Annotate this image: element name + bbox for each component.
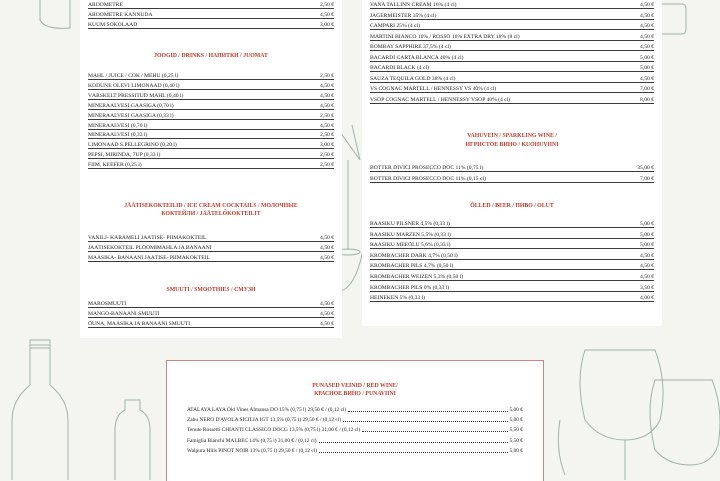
- menu-item-name: Walpura Hills PINOT NOIR 13% (0,75 l) 29,50 € / (0,12 cl): [187, 447, 318, 454]
- menu-item-price: 2,50 €: [320, 2, 334, 8]
- wine-heading-1: PUNASED VEINID / RED WINE/: [312, 383, 398, 389]
- menu-item-price: 5,00 €: [640, 242, 654, 249]
- smoothie-heading: SMUUTI / SMOOTHIES / СМУЗИ: [166, 287, 256, 293]
- menu-item: [187, 424, 523, 433]
- menu-item-name: Zabu NERO D'AVOLA SICILIA IGT 13,5% (0,75 l) 29,50 € / (0,12 cl): [187, 417, 342, 424]
- menu-item-price: 4,50 €: [320, 102, 334, 109]
- menu-item-name: VS COGNAC MARTELL / HENNESSY VS 40% (4 cl): [370, 86, 497, 92]
- menu-item-name: KROMBACHER PILS 4,7% (0,50 l): [370, 263, 454, 270]
- menu-item-name: MARTINI BIANCO 16% / ROSSO 16% EXTRA DRY 18% (8 cl): [370, 33, 520, 40]
- menu-item-price: 4,50 €: [320, 311, 334, 318]
- menu-item-name: ÕUNA, MAASIKA JA BANAANI SMUUTI: [88, 321, 191, 328]
- menu-item: [370, 52, 654, 62]
- menu-item-price: 4,50 €: [320, 92, 334, 99]
- menu-item: [370, 239, 654, 249]
- menu-item-price: 4,50 €: [320, 321, 334, 328]
- menu-item-name: LIMONAAD S.PELLEGRINO (0,20 l): [88, 142, 177, 149]
- menu-item-name: BOMBAY SAPPHIRE 37,5% (4 cl): [370, 44, 451, 50]
- right-menu-panel: [362, 0, 662, 326]
- menu-item: [370, 260, 654, 270]
- menu-item: [370, 0, 654, 9]
- menu-item-name: VANA TALLINN CREAM 16% (4 cl): [370, 2, 457, 8]
- menu-item: [88, 110, 334, 120]
- leader-dots: [348, 411, 507, 412]
- menu-item-name: MAHL / JUICE / СОК / MEHU (0,25 l): [88, 73, 179, 79]
- leader-dots: [319, 442, 508, 443]
- menu-item: [370, 73, 654, 83]
- sparkling-heading-2: ИГРИСТОЕ ВИНО / KUOHUVIINI: [465, 142, 559, 148]
- menu-item: [370, 250, 654, 260]
- menu-item-price: 3,00 €: [320, 142, 334, 149]
- menu-item: [88, 0, 334, 9]
- menu-item-price: 2,50 €: [320, 152, 334, 159]
- menu-item-name: KROMBACHER PILS 0% (0,33 l): [370, 284, 450, 291]
- menu-item-price: 5,00 €: [509, 447, 523, 454]
- menu-item-name: BACARDI BLACK (4 cl): [370, 65, 429, 71]
- menu-item: [88, 70, 334, 80]
- menu-item: [370, 292, 654, 302]
- menu-item-price: 7,00 €: [640, 175, 654, 182]
- menu-item-price: 4,50 €: [640, 274, 654, 280]
- menu-item-name: AROOMETRE: [88, 2, 123, 8]
- juice-heading: JOOGID / DRINKS / НАПИТКИ / JUOMAT: [154, 53, 268, 59]
- menu-item-name: HEINEKEN 5% (0,33 l): [370, 295, 425, 302]
- menu-item-price: 4,50 €: [320, 12, 334, 19]
- menu-item-name: AROOMETRE KANNUDA: [88, 12, 153, 19]
- menu-item-price: 5,50 €: [509, 437, 523, 444]
- menu-item-name: MINERAALVESI GAASIGA (0,33 l): [88, 112, 174, 119]
- menu-item-price: 4,50 €: [640, 2, 654, 8]
- menu-item: [88, 159, 334, 169]
- menu-item: [88, 242, 334, 252]
- wine-heading-2: КРАСНОЕ ВИНО / PUNAVIINI: [314, 391, 396, 397]
- menu-item-price: 7,00 €: [640, 86, 654, 92]
- menu-item-price: 2,50 €: [320, 132, 334, 139]
- menu-item-name: ATALAYA LAYA Old Vines Almansa DO 15% (0,75 l) 29,50 € / (0,12 cl): [187, 407, 347, 413]
- beer-heading: ÕLLED / BEER / ПИВО / OLUT: [470, 203, 554, 209]
- menu-item: [370, 20, 654, 30]
- menu-item: [370, 41, 654, 51]
- menu-item: [187, 435, 523, 444]
- menu-item: [370, 173, 654, 183]
- menu-item: [88, 90, 334, 100]
- menu-item: [370, 271, 654, 281]
- menu-item-name: KROMBACHER DARK 4,7% (0,50 l): [370, 252, 458, 259]
- menu-item: [370, 162, 654, 172]
- menu-item-name: RAASIKU MÄRZEN 5,5% (0,33 l): [370, 231, 451, 238]
- menu-item-name: JÄGERMEISTER 35% (4 cl): [370, 12, 437, 19]
- menu-item-name: Tenute Rossetti CHIANTI CLASSICO DOCG 13,5% (0,75 l) 31,00 € / (0,12 cl): [187, 427, 361, 434]
- menu-item-name: JÄÄTISEKOKTEIL PLOOMIMAHLA JA BANAANI: [88, 245, 212, 252]
- menu-item-price: 3,50 €: [640, 284, 654, 291]
- icecream-heading-2: КОКТЕЙЛИ / JÄÄTELÖKOKTEILIT: [161, 211, 261, 217]
- menu-item-name: VANILJ- KARAMELI JÄÄTISE- PIIMAKOKTEIL: [88, 235, 207, 241]
- menu-item-name: CAMPARI 25% (4 cl): [370, 23, 420, 29]
- menu-item: [370, 229, 654, 239]
- menu-item-price: 4,50 €: [320, 82, 334, 89]
- menu-item-price: 8,00 €: [640, 96, 654, 103]
- menu-item: [187, 404, 523, 413]
- leader-dots: [362, 431, 507, 432]
- menu-item-price: 5,00 €: [640, 65, 654, 71]
- menu-item: [187, 445, 523, 454]
- menu-item-name: RAASIKU MEEÕLU 5,6% (0,33 l): [370, 242, 451, 249]
- menu-item-name: BOTTER DIVICI PROSECCO DOC 11% (0,75 l): [370, 165, 484, 171]
- leader-dots: [319, 452, 507, 453]
- menu-item-name: VÄRSKELT PRESSITUD MAHL (0,40 l): [88, 92, 184, 99]
- menu-item-price: 5,00 €: [640, 54, 654, 61]
- menu-item: [370, 282, 654, 292]
- menu-item: [370, 218, 654, 228]
- menu-item-name: MANGO-BANAANI SMUUTI: [88, 311, 160, 318]
- menu-item-name: FIIM, KEEFER (0,25 l): [88, 162, 142, 169]
- sparkling-heading-1: VAHUVEIN / SPARKLING WINE /: [467, 133, 557, 139]
- menu-item-price: 4,50 €: [320, 235, 334, 241]
- menu-item-name: PEPSI, MIRINDA, 7UP (0,33 l): [88, 152, 161, 159]
- menu-item-price: 3,00 €: [320, 22, 334, 29]
- icecream-heading-1: JÄÄTISEKOKTEILID / ICE CREAM COCKTAILS / МОЛОЧНЫЕ: [124, 203, 298, 209]
- menu-item: [187, 414, 523, 423]
- menu-item-name: MINERAALVESI (0,33 l): [88, 132, 148, 139]
- menu-item: [370, 62, 654, 72]
- menu-item-name: MAROSMUUTI: [88, 301, 127, 307]
- menu-item-price: 5,00 €: [509, 417, 523, 424]
- menu-item-name: BOTTER DIVICI PROSECCO DOC 11% (0,15 cl): [370, 175, 486, 182]
- menu-item-price: 4,50 €: [640, 44, 654, 50]
- menu-item-price: 4,00 €: [640, 295, 654, 302]
- menu-item: [370, 83, 654, 93]
- menu-item-name: MINERAALVESI GAASIGA (0,70 l): [88, 102, 174, 109]
- menu-item-name: KUUM ŠOKOLAAD: [88, 22, 138, 29]
- menu-item-name: BACARDI CARTA BLANCA 40% (4 cl): [370, 54, 464, 61]
- menu-item-price: 35,00 €: [637, 165, 654, 171]
- menu-item: [88, 298, 334, 308]
- menu-item-price: 4,50 €: [640, 252, 654, 259]
- menu-item-price: 4,50 €: [320, 122, 334, 129]
- menu-item: [88, 80, 334, 90]
- menu-item-name: VSOP COGNAC MARTELL / HENNESSY VSOP 40% (4 cl): [370, 96, 511, 103]
- menu-item: [370, 94, 654, 104]
- menu-item-name: MINERAALVESI (0,70 l): [88, 122, 148, 129]
- leader-dots: [343, 421, 507, 422]
- menu-item: [88, 149, 334, 159]
- menu-item-name: SAUZA TEQUILA GOLD 38% (4 cl): [370, 75, 456, 82]
- menu-item: [88, 252, 334, 262]
- menu-item-price: 2,50 €: [320, 112, 334, 119]
- menu-item-price: 2,50 €: [320, 162, 334, 169]
- menu-item: [88, 120, 334, 130]
- menu-item-name: KODUNE OLEVI LIMONAAD (0,40 l): [88, 82, 180, 89]
- menu-item-price: 5,00 €: [640, 231, 654, 238]
- menu-item: [88, 129, 334, 139]
- menu-item: [88, 19, 334, 29]
- menu-item-price: 4,50 €: [640, 33, 654, 40]
- menu-item: [370, 10, 654, 20]
- menu-item-price: 4,50 €: [640, 23, 654, 29]
- red-wine-panel: [166, 360, 544, 481]
- menu-item-name: Famiglia Bianchi MALBEC 14% (0,75 l) 31,00 € / (0,12 cl): [187, 437, 317, 444]
- menu-item: [88, 232, 334, 242]
- menu-item-price: 4,50 €: [640, 75, 654, 82]
- menu-item-price: 4,50 €: [320, 255, 334, 262]
- menu-item-price: 5,00 €: [640, 221, 654, 227]
- menu-item-price: 4,50 €: [320, 301, 334, 307]
- menu-item: [88, 100, 334, 110]
- menu-item-price: 4,50 €: [320, 245, 334, 252]
- menu-item: [88, 308, 334, 318]
- menu-item-price: 5,00 €: [509, 407, 523, 413]
- menu-item: [88, 9, 334, 19]
- menu-item-price: 2,50 €: [320, 73, 334, 79]
- menu-item-price: 4,50 €: [640, 263, 654, 270]
- menu-item-name: KROMBACHER WEIZEN 5,3% (0,50 l): [370, 274, 464, 280]
- menu-item: [88, 139, 334, 149]
- menu-item-name: RAASIKU PILSNER 4,5% (0,33 l): [370, 221, 450, 227]
- menu-item-price: 4,50 €: [640, 12, 654, 19]
- left-menu-panel: [80, 0, 342, 338]
- menu-item-name: MAASIKA- BANAANI JÄÄTISE- PIIMAKOKTEIL: [88, 255, 210, 262]
- menu-item: [370, 31, 654, 41]
- menu-item: [88, 318, 334, 328]
- menu-item-price: 5,50 €: [509, 427, 523, 434]
